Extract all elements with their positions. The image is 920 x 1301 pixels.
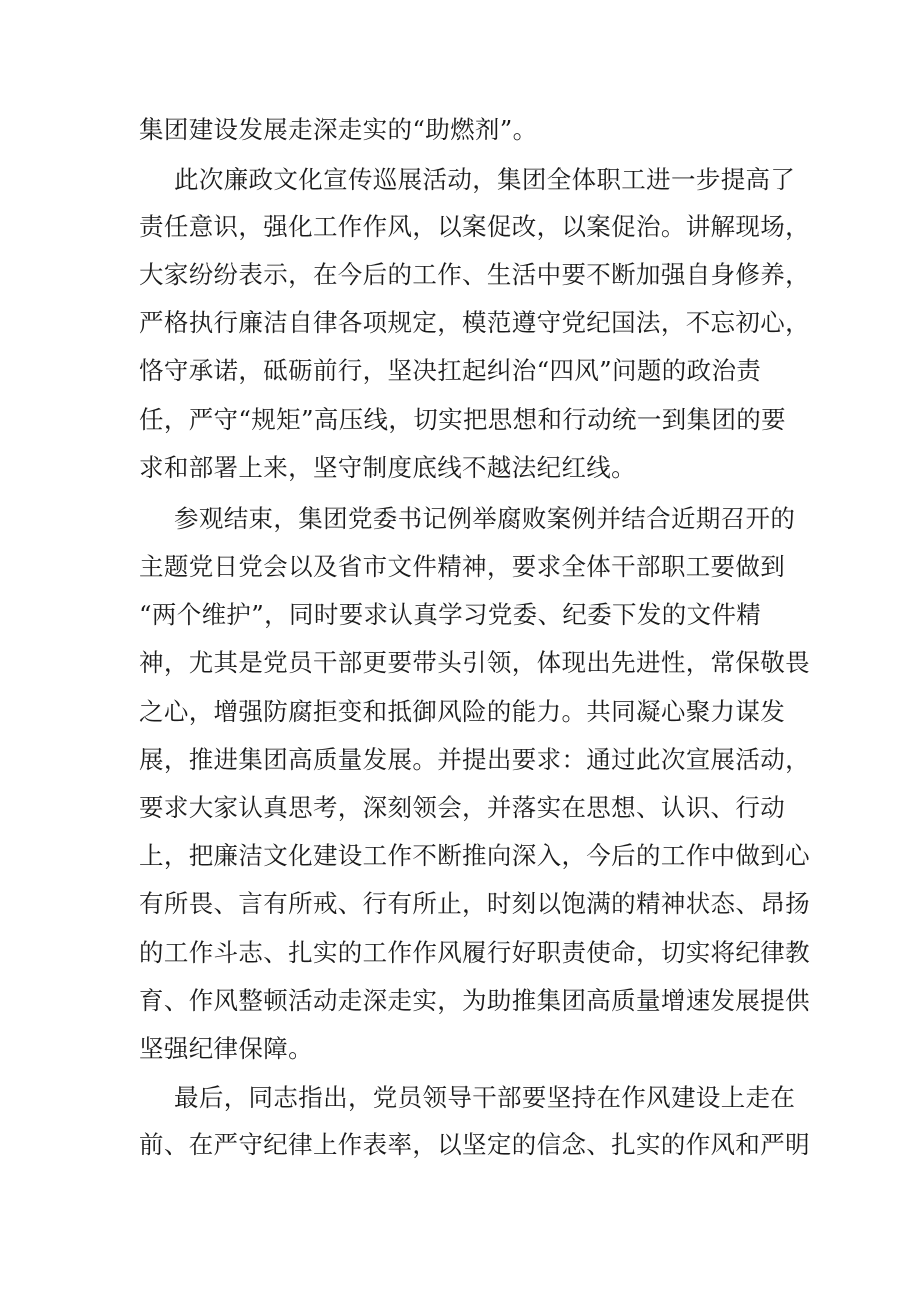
text-line: 集团建设发展走深走实的“助燃剂”。: [139, 115, 538, 144]
text-line: 求和部署上来，坚守制度底线不越法纪红线。: [139, 453, 636, 482]
text-line: 展，推进集团高质量发展。并提出要求：通过此次宣展活动，: [139, 745, 810, 774]
text-line: 前、在严守纪律上作表率，以坚定的信念、扎实的作风和严明: [139, 1130, 810, 1159]
text-line: 有所畏、言有所戒、行有所止，时刻以饱满的精神状态、昂扬: [139, 889, 810, 918]
text-line: 任，严守“规矩”高压线，切实把思想和行动统一到集团的要: [139, 405, 786, 434]
text-line: 要求大家认真思考，深刻领会，并落实在思想、认识、行动: [139, 793, 786, 822]
text-line: 上，把廉洁文化建设工作不断推向深入，今后的工作中做到心: [139, 841, 810, 870]
paragraph-first-line: 参观结束，集团党委书记例举腐败案例并结合近期召开的: [174, 504, 796, 533]
paragraph-first-line: 最后，同志指出，党员领导干部要坚持在作风建设上走在: [174, 1083, 796, 1112]
text-line: “两个维护”，同时要求认真学习党委、纪委下发的文件精: [139, 600, 762, 629]
paragraph-first-line: 此次廉政文化宣传巡展活动，集团全体职工进一步提高了: [174, 165, 796, 194]
text-line: 严格执行廉洁自律各项规定，模范遵守党纪国法，不忘初心，: [139, 308, 810, 337]
text-line: 主题党日党会以及省市文件精神，要求全体干部职工要做到: [139, 552, 786, 581]
text-line: 神，尤其是党员干部更要带头引领，体现出先进性，常保敬畏: [139, 648, 810, 677]
text-line: 大家纷纷表示，在今后的工作、生活中要不断加强自身修养，: [139, 260, 810, 289]
text-line: 责任意识，强化工作作风，以案促改，以案促治。讲解现场，: [139, 212, 810, 241]
text-line: 育、作风整顿活动走深走实，为助推集团高质量增速发展提供: [139, 986, 810, 1015]
text-line: 坚强纪律保障。: [139, 1034, 313, 1063]
text-line: 之心，增强防腐拒变和抵御风险的能力。共同凝心聚力谋发: [139, 697, 786, 726]
text-line: 的工作斗志、扎实的工作作风履行好职责使命，切实将纪律教: [139, 938, 810, 967]
text-line: 恪守承诺，砥砺前行，坚决扛起纠治“四风”问题的政治责: [139, 356, 762, 385]
